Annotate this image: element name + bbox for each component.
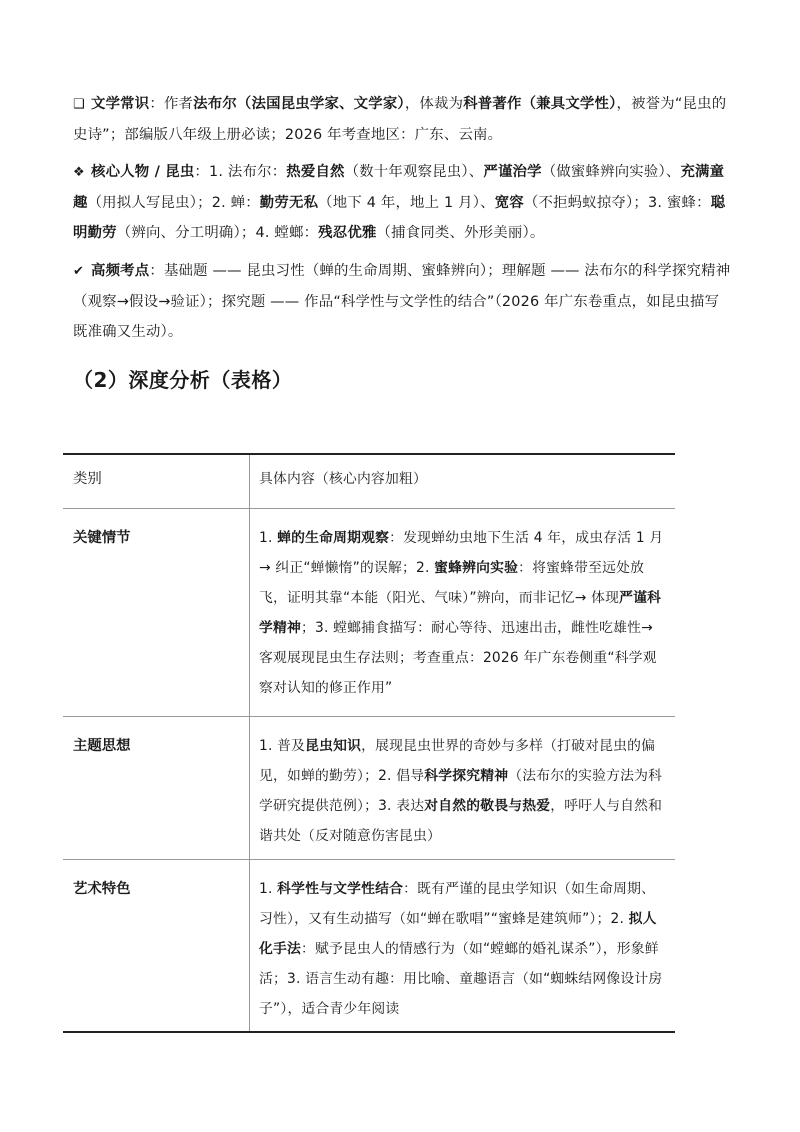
row-content: 1. 蝉的生命周期观察：发现蝉幼虫地下生活 4 年，成虫存活 1 月→ 纠正“蝉懒惰”的误解；2. 蜜蜂辨向实验：将蜜蜂带至远处放飞，证明其靠“本能（阳光、气味）”辨向，而非记忆→ 体现严谨科学精神；3. 螳螂捕食描写：耐心等待、迅速出击，雌性吃雄性→ 客观展现昆虫生存法则；考查重点：2026 年广东卷侧重“科学观察对认知的修正作用” xyxy=(259,530,664,696)
label: 核心人物 / 昆虫 xyxy=(91,164,195,180)
row-content: 1. 普及昆虫知识，展现昆虫世界的奇妙与多样（打破对昆虫的偏见，如蝉的勤劳）；2. 倡导科学探究精神（法布尔的实验方法为科学研究提供范例）；3. 表达对自然的敬畏与热爱，呼吁人与自然和谐共处（反对随意伤害昆虫） xyxy=(259,738,663,844)
label: 高频考点 xyxy=(91,263,150,279)
square-bullet-icon: ❑ xyxy=(73,97,85,112)
analysis-table xyxy=(63,453,675,1033)
literary-knowledge-paragraph: ❑ 文学常识：作者法布尔（法国昆虫学家、文学家），体裁为科普著作（兼具文学性），被誉为“昆虫的史诗”；部编版八年级上册必读；2026 年考查地区：广东、云南。 xyxy=(73,89,733,150)
table-bottom-rule xyxy=(63,1031,675,1033)
diamond-bullet-icon: ❖ xyxy=(73,165,85,180)
table-row xyxy=(63,509,675,716)
row-content: 1. 科学性与文学性结合：既有严谨的昆虫学知识（如生命周期、习性），又有生动描写（如“蝉在歌唱”“蜜蜂是建筑师”）；2. 拟人化手法：赋予昆虫人的情感行为（如“螳螂的婚礼谋杀”），形象鲜活；3. 语言生动有趣：用比喻、童趣语言（如“蜘蛛结网像设计房子”），适合青少年阅读 xyxy=(259,881,663,1017)
checkmark-icon: ✔ xyxy=(73,264,85,279)
header-category: 类别 xyxy=(63,455,250,508)
core-characters-paragraph: ❖ 核心人物 / 昆虫：1. 法布尔：热爱自然（数十年观察昆虫）、严谨治学（做蜜蜂辨向实验）、充满童趣（用拟人写昆虫）；2. 蝉：勤劳无私（地下 4 年，地上 1 月）、宽容（不拒蚂蚁掠夺）；3. 蜜蜂：聪明勤劳（辨向、分工明确）；4. 螳螂：残忍优雅（捕食同类、外形美丽）。 xyxy=(73,157,733,248)
table-header-row xyxy=(63,455,675,508)
row-category: 关键情节 xyxy=(63,509,250,716)
row-category: 艺术特色 xyxy=(63,860,250,1031)
table-row xyxy=(63,717,675,859)
label: 文学常识 xyxy=(91,96,150,112)
header-content: 具体内容（核心内容加粗） xyxy=(259,471,427,487)
row-category: 主题思想 xyxy=(63,717,250,859)
exam-points-paragraph: ✔ 高频考点：基础题 —— 昆虫习性（蝉的生命周期、蜜蜂辨向）；理解题 —— 法布尔的科学探究精神（观察→假设→验证）；探究题 —— 作品“科学性与文学性的结合”（2026 年广东卷重点，如昆虫描写既准确又生动）。 xyxy=(73,256,733,347)
section-heading: （2）深度分析（表格） xyxy=(73,368,293,392)
table-row xyxy=(63,860,675,1031)
